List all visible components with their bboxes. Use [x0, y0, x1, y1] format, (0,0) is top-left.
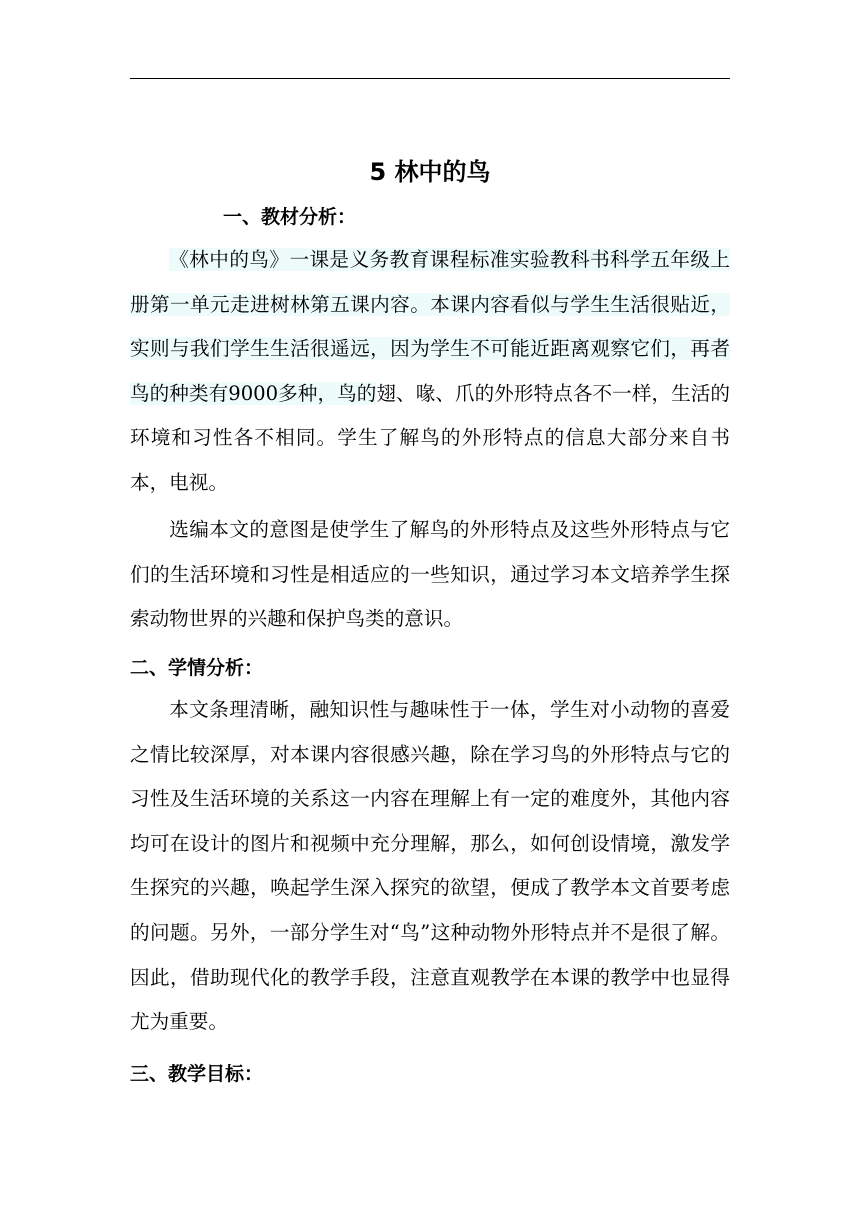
section-heading-teaching-objectives: 三、教学目标： — [130, 1063, 264, 1085]
header-rule — [130, 78, 730, 79]
paragraph-textbook-analysis-1 — [130, 238, 730, 506]
section-heading-learner-analysis: 二、学情分析： — [130, 657, 264, 679]
paragraph-textbook-analysis-2: 选编本文的意图是使学生了解鸟的外形特点及这些外形特点与它们的生活环境和习性是相适应的一些知识，通过学习本文培养学生探索动物世界的兴趣和保护鸟类的意识。 — [130, 518, 730, 631]
paragraph-text: 翅、喙、爪的外形特点各不一样，生活的环境和习性各不相同。学生了解鸟的外形特点的信息大部分来自书本，电视。 — [130, 381, 731, 494]
paragraph-learner-analysis: 本文条理清晰，融知识性与趣味性于一体，学生对小动物的喜爱之情比较深厚，对本课内容很感兴趣，除在学习鸟的外形特点与它的习性及生活环境的关系这一内容在理解上有一定的难度外，其他内容均可在设计的图片和视频中充分理解，那么，如何创设情境，激发学生探究的兴趣，唤起学生深入探究的欲望，便成了教学本文首要考虑的问题。另外，一部分学生对“鸟”这种动物外形特点并不是很了解。因此，借助现代化的教学手段，注意直观教学在本课的教学中也显得尤为重要。 — [130, 698, 730, 1034]
highlighted-text: 《林中的鸟》一课是义务教育课程标准实验教科书科学五年级上册第一单元走进树林第五课内容。本课内容看似与学生生活很贴近，实则与我们学生生活很遥远，因为学生不可能近距离观察它们，再者鸟的种类有9000多种，鸟的 — [130, 248, 730, 405]
section-heading-textbook-analysis: 一、教材分析： — [223, 206, 357, 228]
document-title: 5 林中的鸟 — [369, 158, 491, 186]
